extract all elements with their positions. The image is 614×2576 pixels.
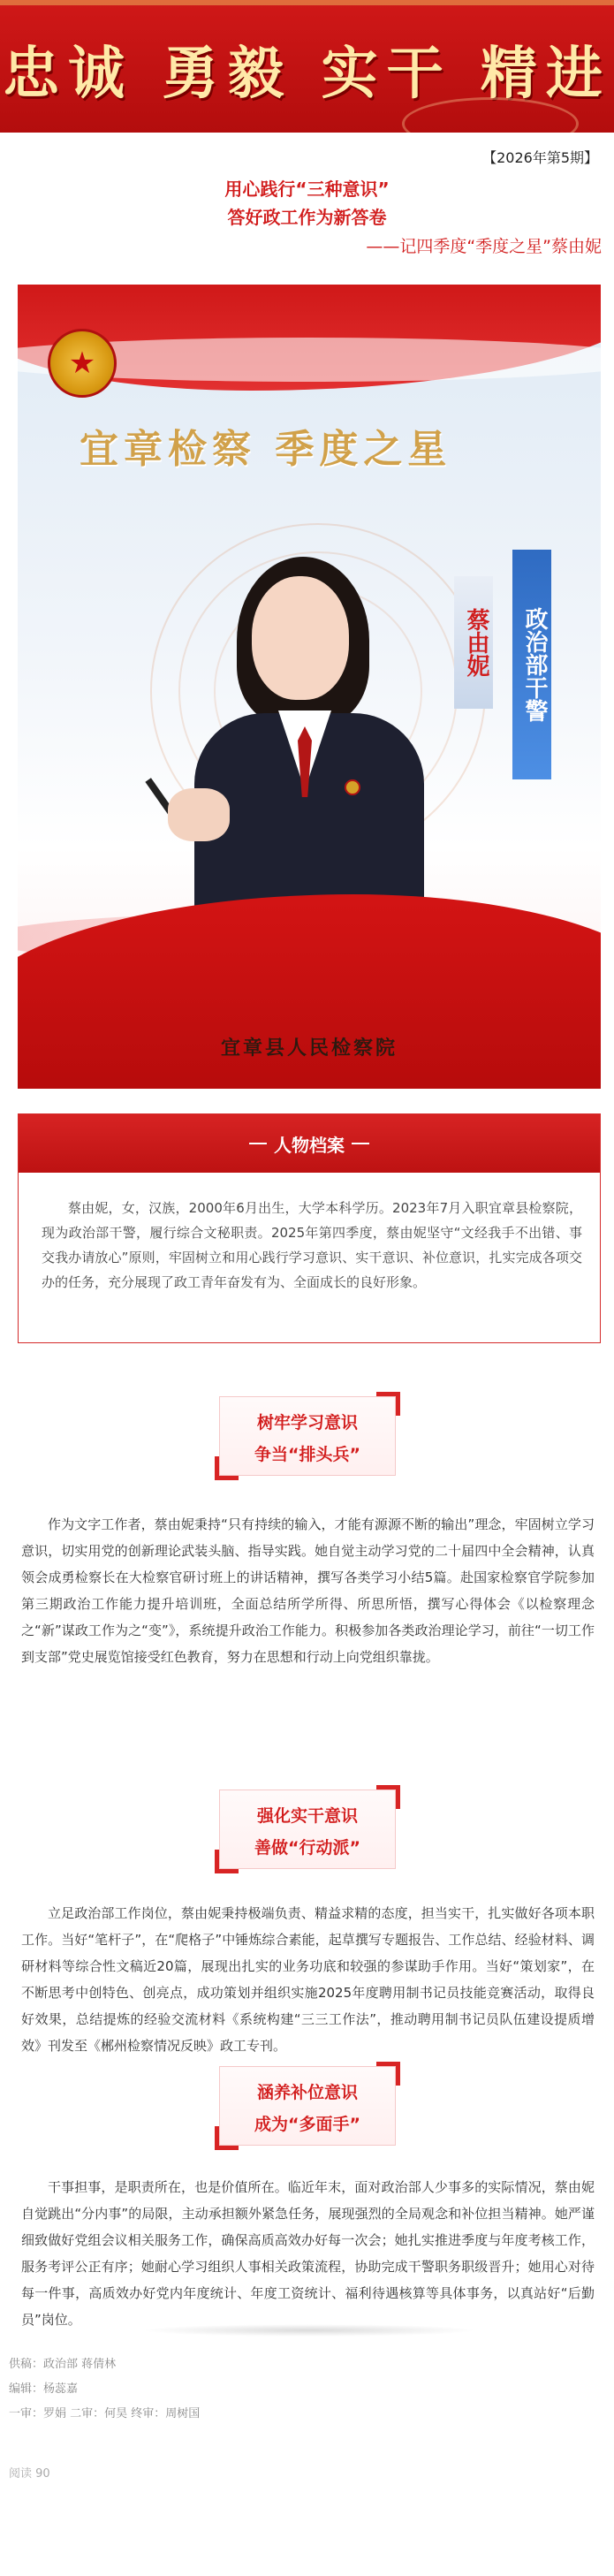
section-label-line1: 树牢学习意识	[256, 1413, 358, 1432]
section-label-study	[219, 1396, 396, 1476]
banner-slogan: 忠诚 勇毅 实干 精进	[3, 41, 611, 107]
prosecutor-emblem-icon: ★	[48, 329, 117, 398]
footer-divider	[141, 2324, 477, 2337]
section-label-line2: 善做“行动派”	[254, 1838, 360, 1858]
credits	[9, 2352, 200, 2427]
section-label-support	[219, 2066, 396, 2146]
article-title-line1: 用心践行“三种意识”	[224, 179, 390, 200]
profile-header	[19, 1114, 600, 1173]
section-paragraph-support: 干事担事，是职责所在，也是价值所在。临近年末，面对政治部人少事多的实际情况，蔡由妮自觉跳出“分内事”的局限，主动承担额外紧急任务，展现强烈的全局观念和补位担当精神。她严谨细致做好党组会议相关服务工作，确保高质高效办好每一次会；她扎实推进季度与年度考核工作，服务考评公正有序；她耐心学习组织人事相关政策流程，协助完成干警职务职级晋升；她用心对待每一件事，高质效办好党内年度统计、年度工资统计、福利待遇核算等具体事务，以真站好“后勤员”岗位。	[21, 2179, 595, 2328]
poster-dept: 政治部干警	[512, 550, 551, 779]
top-banner	[0, 0, 614, 133]
profile-text: 蔡由妮，女，汉族，2000年6月出生，大学本科学历。2023年7月入职宜章县检察院，现为政治部干警，履行综合文秘职责。2025年第四季度，蔡由妮坚守“文经我手不出错、事交我办请放心”原则，牢固树立和用心践行学习意识、实干意识、补位意识，扎实完成各项交办的任务，充分展现了政工青年奋发有为、全面成长的良好形象。	[42, 1200, 582, 1290]
section-label-line2: 成为“多面手”	[254, 2115, 360, 2134]
credit-contributor: 供稿：政治部 蒋倩林	[9, 2358, 117, 2371]
article-title-line2: 答好政工作为新答卷	[227, 207, 387, 228]
read-count: 阅读 90	[9, 2467, 50, 2481]
issue-number: 【2026年第5期】	[482, 149, 598, 166]
section-paragraph-study: 作为文字工作者，蔡由妮秉持“只有持续的输入，才能有源源不断的输出”理念，牢固树立学习意识，切实用党的创新理论武装头脑、指导实践。她自觉主动学习党的二十届四中全会精神，认真领会成勇检察长在大检察官研讨班上的讲话精神，撰写各类学习小结5篇。赴国家检察官学院参加第三期政治工作能力提升培训班，全面总结所学所得、所思所悟，撰写心得体会《以检察理念之“新”谋政工作为之“变”》，系统提升政治工作能力。积极参加各类政治理论学习，前往“一切工作到支部”党史展览馆接受红色教育，努力在思想和行动上向党组织靠拢。	[21, 1516, 595, 1665]
section-label-line1: 涵养补位意识	[256, 2083, 358, 2102]
poster-org: 宜章县人民检察院	[220, 1037, 398, 1060]
lapel-badge-icon	[345, 779, 360, 795]
credit-reviewers: 一审：罗娟 二审：何昊 终审：周树国	[9, 2407, 201, 2420]
header-dash-right	[352, 1143, 369, 1144]
poster-heading: 宜章检察 季度之星	[80, 427, 452, 472]
profile-heading: 人物档案	[274, 1134, 345, 1156]
star-poster	[18, 285, 601, 1089]
portrait-hand	[168, 788, 230, 841]
profile-card	[18, 1113, 601, 1343]
poster-name: 蔡由妮	[454, 576, 493, 709]
section-label-line2: 争当“排头兵”	[254, 1445, 360, 1464]
section-label-practice	[219, 1790, 396, 1869]
portrait-face	[252, 576, 349, 700]
article-subtitle: ——记四季度“季度之星”蔡由妮	[366, 237, 602, 256]
header-dash-left	[249, 1143, 267, 1144]
credit-editor: 编辑：杨蕊嘉	[9, 2382, 79, 2396]
section-label-line1: 强化实干意识	[256, 1806, 358, 1826]
section-paragraph-practice: 立足政治部工作岗位，蔡由妮秉持极端负责、精益求精的态度，担当实干，扎实做好各项本职工作。当好“笔杆子”，在“爬格子”中锤炼综合素能，起草撰写专题报告、工作总结、经验材料、调研材料等综合性文稿近20篇，展现出扎实的业务功底和较强的参谋助手作用。当好“策划家”，在不断思考中创特色、创亮点，成功策划并组织实施2025年度聘用制书记员技能竞赛活动，取得良好效果，总结提炼的经验交流材料《系统构建“三三工作法”，推动聘用制书记员队伍建设提质增效》刊发至《郴州检察情况反映》政工专刊。	[21, 1905, 595, 2054]
